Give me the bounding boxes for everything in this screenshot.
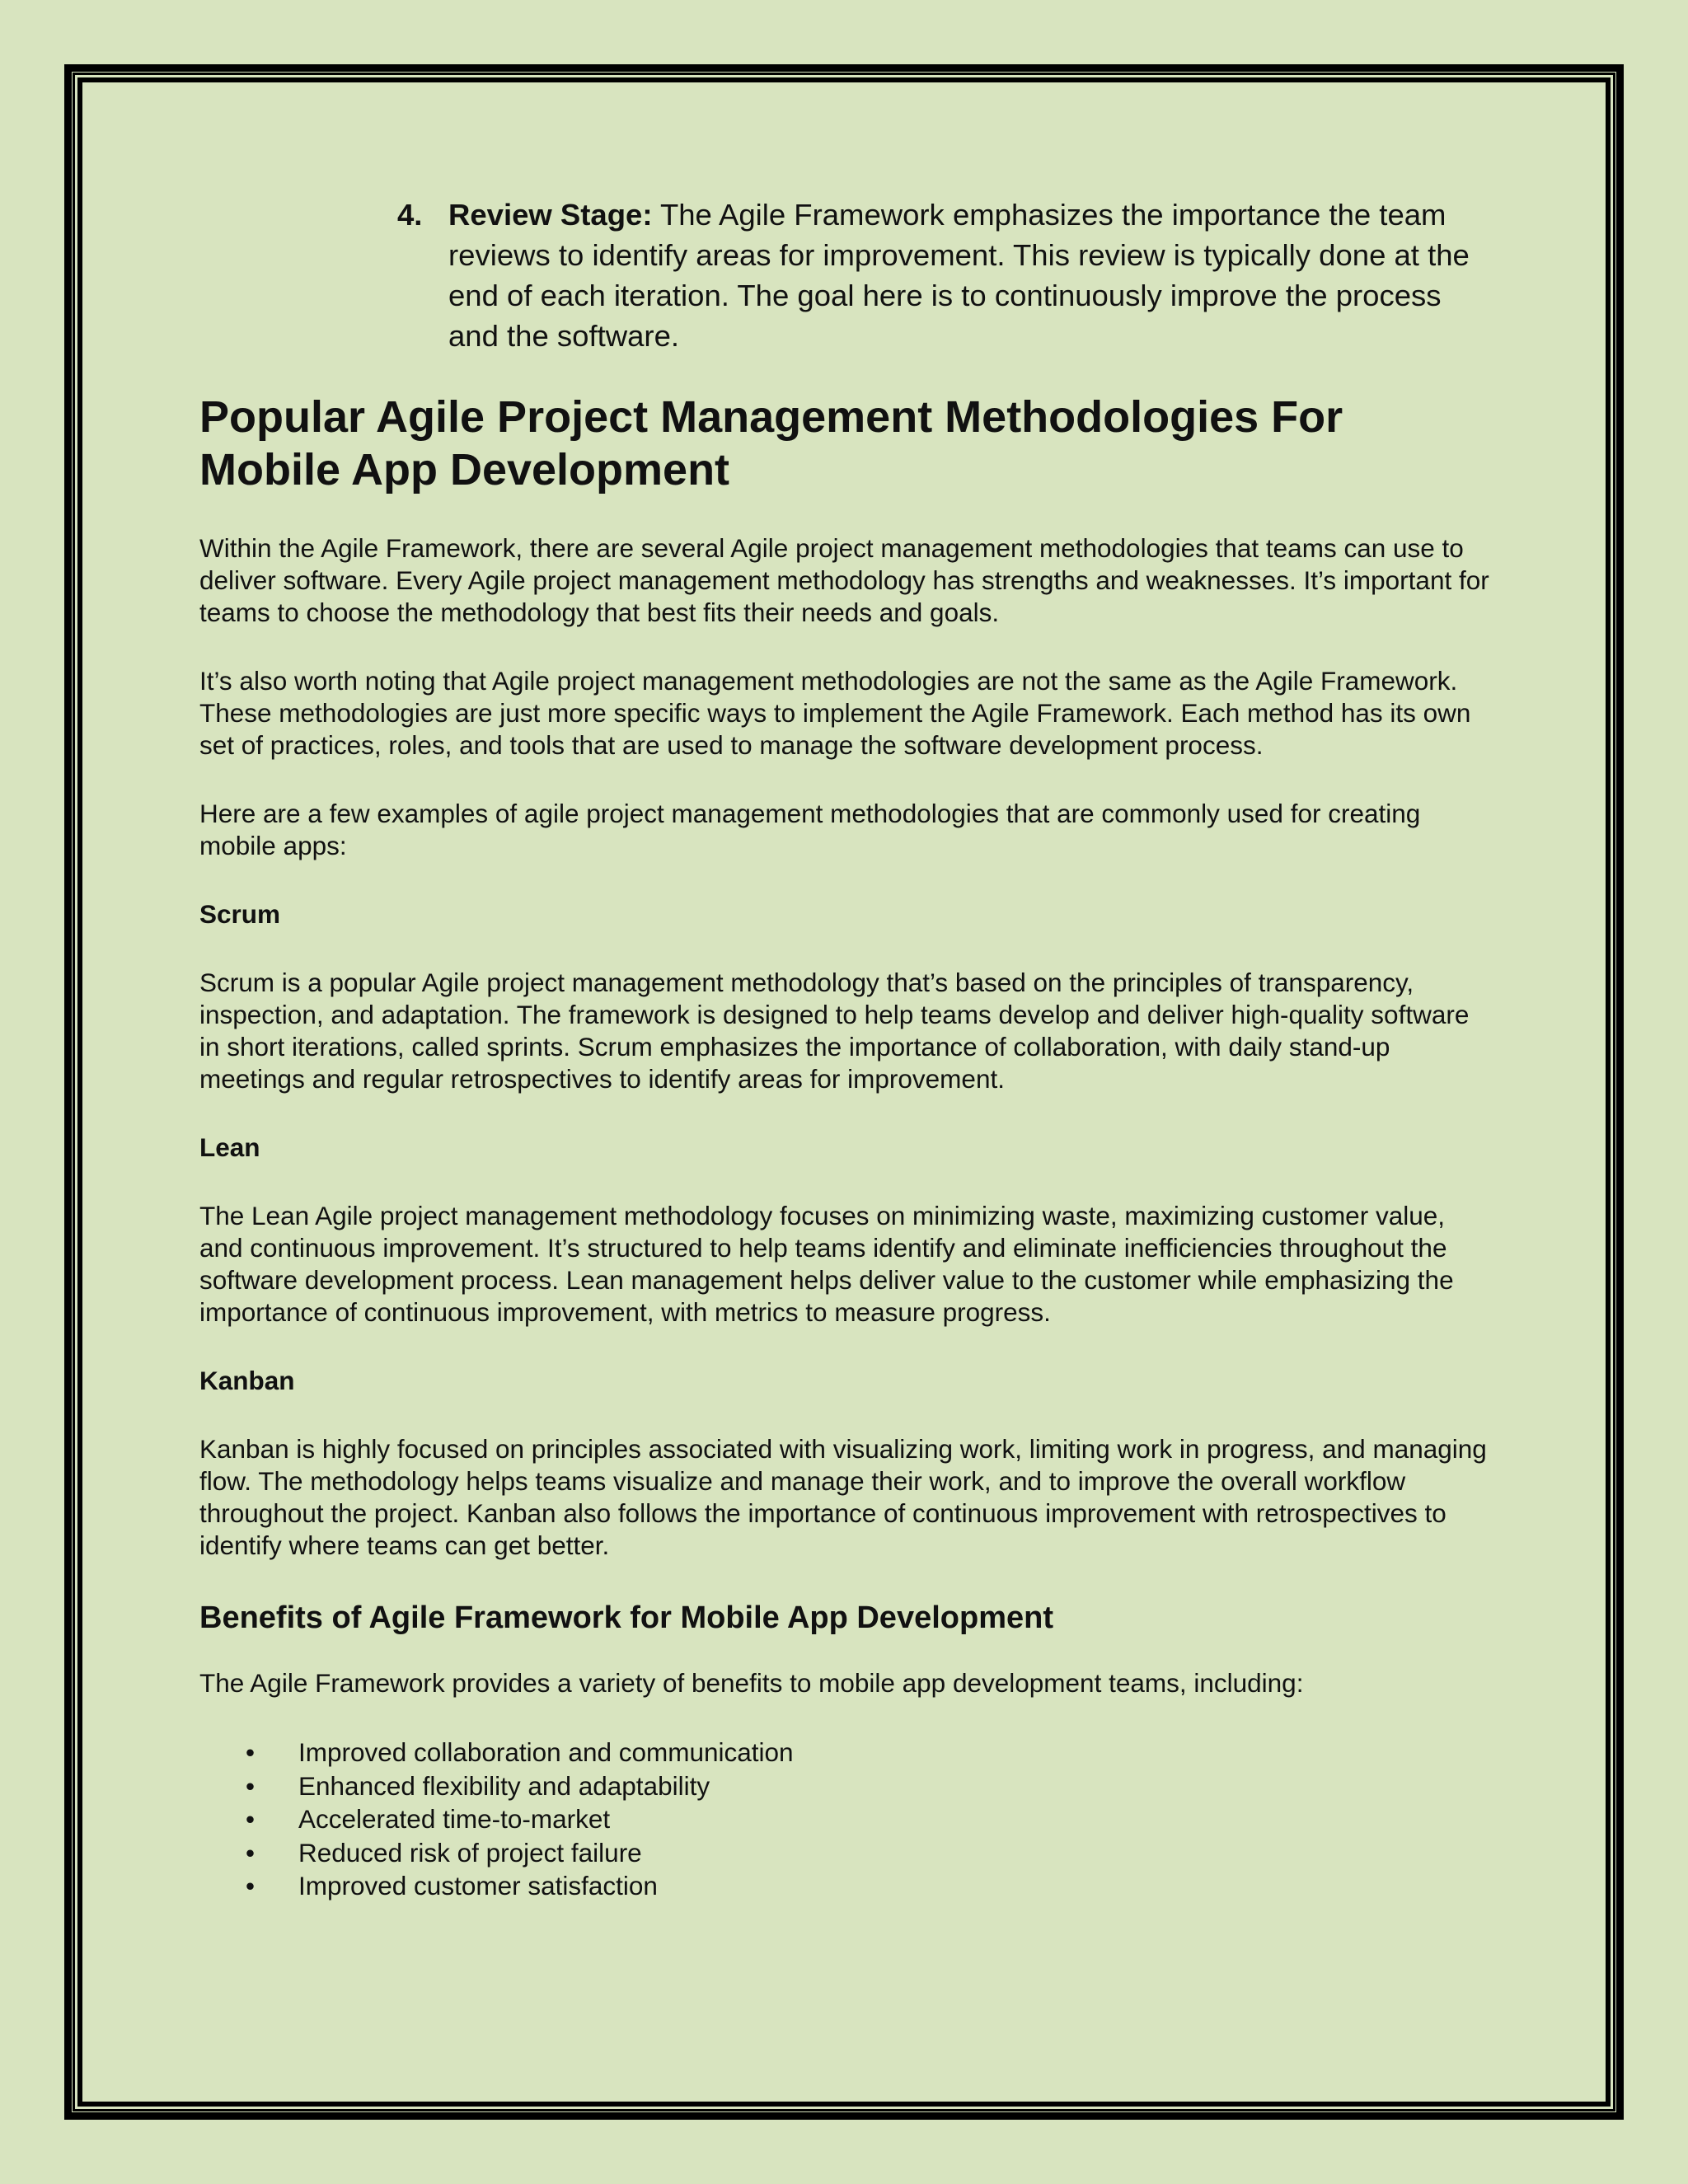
benefits-list — [199, 1736, 1493, 1903]
list-item — [199, 1736, 1493, 1769]
list-item — [199, 1836, 1493, 1870]
document-body — [199, 194, 1493, 1903]
list-item-lead: Review Stage: — [448, 198, 653, 232]
benefits-intro: The Agile Framework provides a variety of benefits to mobile app development teams, including: — [199, 1668, 1304, 1698]
bullet-icon: • — [246, 1837, 256, 1868]
intro-paragraph: Within the Agile Framework, there are several Agile project management methodologies that teams can use to deliver software. Every Agile project management methodology has strengths and weaknesses. It’s important for teams to choose the methodology that best fits their needs and goals. — [199, 533, 1489, 627]
methodology-heading-lean: Lean — [199, 1132, 260, 1162]
methodology-heading-scrum: Scrum — [199, 899, 281, 929]
bullet-icon: • — [246, 1770, 256, 1801]
list-item-text: The Agile Framework emphasizes the importance the team reviews to identify areas for improvement. This review is typically done at the end of each iteration. The goal here is to continuously improve the process and the software. — [448, 198, 1470, 353]
list-item-number: 4. — [397, 198, 423, 232]
numbered-list-item — [397, 194, 1493, 356]
bullet-icon: • — [246, 1871, 256, 1900]
list-item-text: Enhanced flexibility and adaptability — [298, 1770, 710, 1801]
intro-paragraph: It’s also worth noting that Agile project management methodologies are not the same as the Agile Framework. These methodologies are just more specific ways to implement the Agile Framework. Each method has its own set of practices, roles, and tools that are used to manage the software development process. — [199, 666, 1471, 760]
methodology-heading-kanban: Kanban — [199, 1366, 295, 1395]
list-item-text: Reduced risk of project failure — [298, 1837, 642, 1868]
methodology-description-kanban: Kanban is highly focused on principles associated with visualizing work, limiting work in progress, and managing flow. The methodology helps teams visualize and manage their work, and to improve the overall workflow throughout the project. Kanban also follows the importance of continuous improvement with retrospectives to identify where teams can get better. — [199, 1434, 1487, 1560]
bullet-icon: • — [246, 1737, 256, 1767]
list-item — [199, 1802, 1493, 1836]
list-item-text: Accelerated time-to-market — [298, 1804, 611, 1834]
section-heading-benefits: Benefits of Agile Framework for Mobile App Development — [199, 1601, 1053, 1635]
methodology-description-lean: The Lean Agile project management methodology focuses on minimizing waste, maximizing customer value, and continuous improvement. It’s structured to help teams identify and eliminate inefficiencies throughout the software development process. Lean management helps deliver value to the customer while emphasizing the importance of continuous improvement, with metrics to measure progress. — [199, 1201, 1454, 1327]
intro-paragraph: Here are a few examples of agile project management methodologies that are commonly used for creating mobile apps: — [199, 799, 1421, 860]
list-item-text: Improved collaboration and communication — [298, 1737, 794, 1767]
section-heading-methodologies: Popular Agile Project Management Methodologies For Mobile App Development — [199, 392, 1343, 494]
methodology-description-scrum: Scrum is a popular Agile project management methodology that’s based on the principles of transparency, inspection, and adaptation. The framework is designed to help teams develop and deliver high-quality software in short iterations, called sprints. Scrum emphasizes the importance of collaboration, with daily stand-up meetings and regular retrospectives to identify areas for improvement. — [199, 968, 1470, 1094]
list-item — [199, 1869, 1493, 1903]
list-item-text: Improved customer satisfaction — [298, 1871, 658, 1900]
list-item — [199, 1769, 1493, 1803]
bullet-icon: • — [246, 1804, 256, 1834]
